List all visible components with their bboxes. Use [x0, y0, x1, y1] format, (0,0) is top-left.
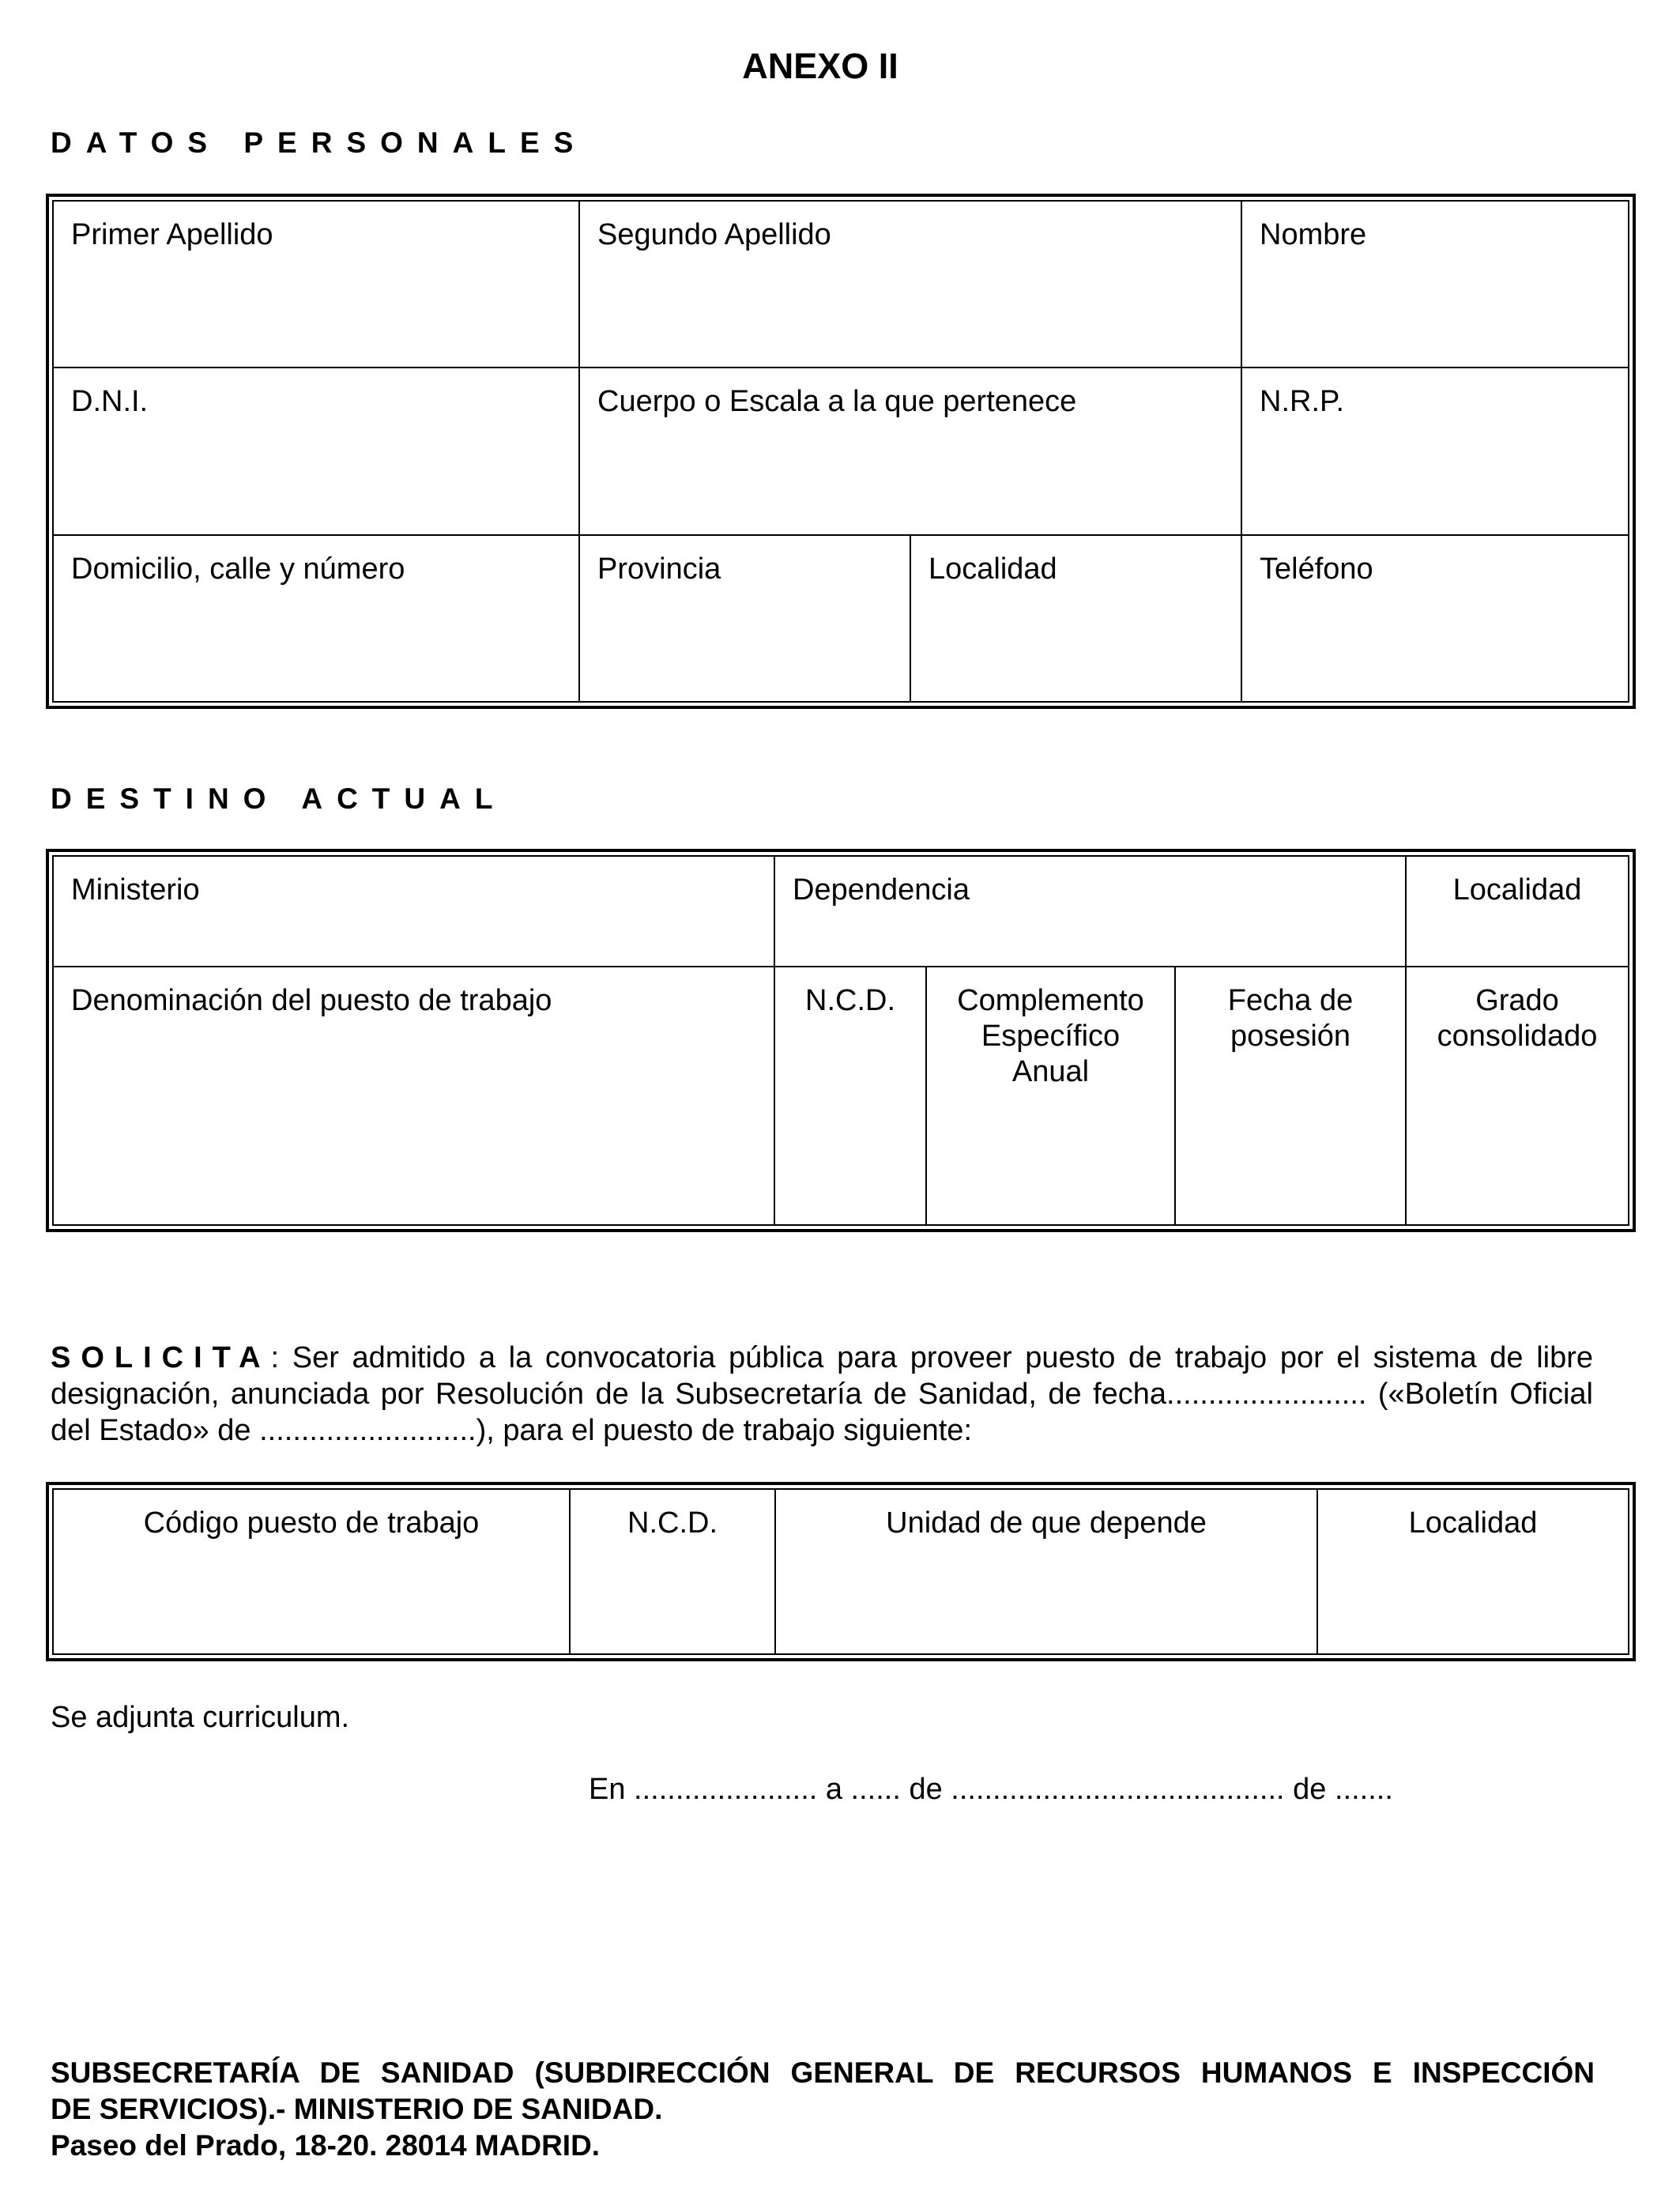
solicita-paragraph	[51, 1340, 1593, 1449]
codigo-puesto-field[interactable]: Código puesto de trabajo	[53, 1489, 570, 1654]
denominacion-puesto-field[interactable]: Denominación del puesto de trabajo	[53, 967, 774, 1225]
page-title: ANEXO II	[742, 46, 898, 86]
ncd-actual-field[interactable]: N.C.D.	[774, 967, 926, 1225]
datos-personales-table	[46, 194, 1636, 709]
cuerpo-escala-field[interactable]: Cuerpo o Escala a la que pertenece	[579, 368, 1241, 534]
grado-consolidado-field[interactable]: Grado consolidado	[1406, 967, 1629, 1225]
nombre-field[interactable]: Nombre	[1241, 201, 1629, 368]
footer-line-1: SUBSECRETARÍA DE SANIDAD (SUBDIRECCIÓN GENERAL DE RECURSOS HUMANOS E INSPECCIÓN	[51, 2056, 1595, 2089]
nrp-field[interactable]: N.R.P.	[1241, 368, 1629, 534]
domicilio-field[interactable]: Domicilio, calle y número	[53, 535, 579, 702]
telefono-field[interactable]: Teléfono	[1241, 535, 1629, 702]
localidad-solicitado-field[interactable]: Localidad	[1317, 1489, 1629, 1654]
fecha-posesion-field[interactable]: Fecha de posesión	[1175, 967, 1406, 1225]
dependencia-field[interactable]: Dependencia	[774, 856, 1406, 967]
localidad-field[interactable]: Localidad	[910, 535, 1241, 702]
puesto-solicitado-table	[46, 1482, 1636, 1661]
footer-address	[51, 2055, 1595, 2164]
primer-apellido-field[interactable]: Primer Apellido	[53, 201, 579, 368]
ministerio-field[interactable]: Ministerio	[53, 856, 774, 967]
complemento-especifico-field[interactable]: Complemento Específico Anual	[926, 967, 1175, 1225]
adjunta-curriculum-text: Se adjunta curriculum.	[51, 1701, 350, 1734]
unidad-depende-field[interactable]: Unidad de que depende	[775, 1489, 1317, 1654]
solicita-text: : Ser admitido a la convocatoria pública para proveer puesto de trabajo por el sistema de libre designación, anunciada por Resolución de la Subsecretaría de Sanidad, de fecha........................ («Boletín Oficial del Estado» de ..........................), para el puesto de trabajo siguiente:	[51, 1341, 1593, 1447]
footer-line-3: Paseo del Prado, 18-20. 28014 MADRID.	[51, 2129, 601, 2162]
section-heading-datos-personales: DATOS PERSONALES	[51, 126, 588, 159]
footer-line-2: DE SERVICIOS).- MINISTERIO DE SANIDAD.	[51, 2093, 663, 2125]
section-heading-destino-actual: DESTINO ACTUAL	[51, 782, 507, 815]
solicita-label: SOLICITA	[51, 1341, 271, 1374]
dni-field[interactable]: D.N.I.	[53, 368, 579, 534]
destino-actual-table	[46, 849, 1636, 1232]
segundo-apellido-field[interactable]: Segundo Apellido	[579, 201, 1241, 368]
ncd-solicitado-field[interactable]: N.C.D.	[570, 1489, 775, 1654]
localidad-actual-field[interactable]: Localidad	[1406, 856, 1629, 967]
provincia-field[interactable]: Provincia	[579, 535, 910, 702]
lugar-fecha-line[interactable]: En ...................... a ...... de ........................................ de .......	[589, 1773, 1393, 1806]
